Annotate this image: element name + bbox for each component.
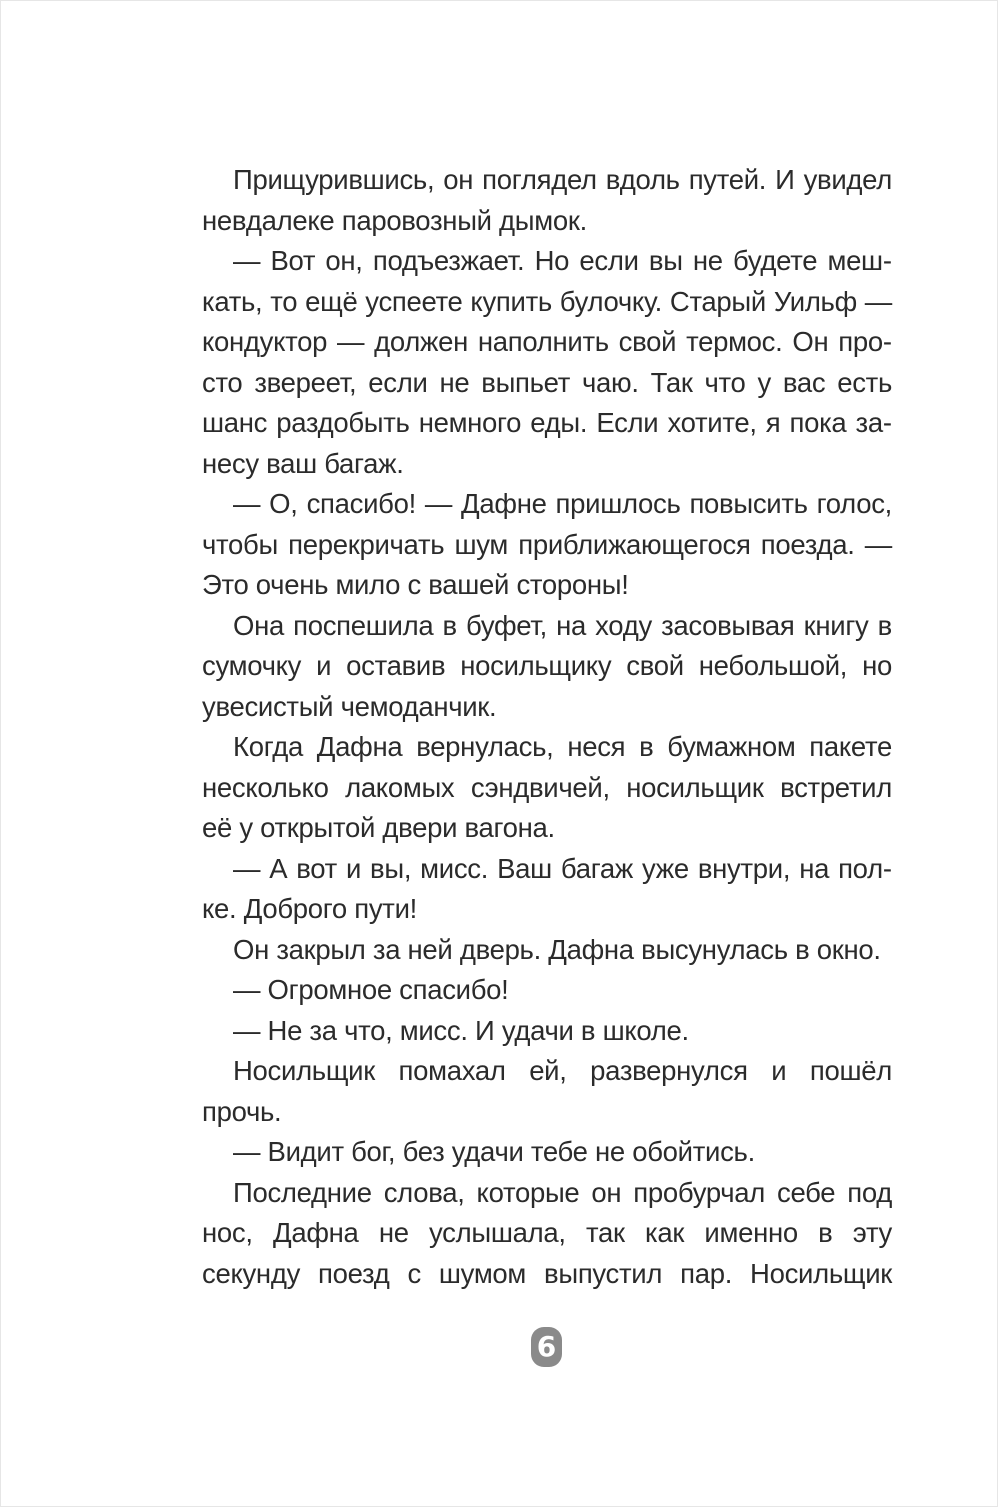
paragraph: Когда Дафна вернулась, неся в бумажном пакете несколько лакомых сэндвичей, носильщик встретил её у открытой двери вагона. bbox=[202, 731, 892, 843]
paragraph: Прищурившись, он поглядел вдоль путей. И увидел невдалеке паровозный дымок. bbox=[202, 164, 892, 236]
paragraph: Он закрыл за ней дверь. Дафна высунулась в окно. bbox=[233, 933, 881, 965]
paragraph: — Огромное спасибо! bbox=[233, 974, 509, 1005]
paragraph: — О, спасибо! — Дафне пришлось повысить голос, чтобы перекричать шум приближающегося поезда. — Это очень мило с вашей стороны! bbox=[202, 488, 892, 600]
book-text bbox=[202, 160, 892, 1294]
paragraph: — Вот он, подъезжает. Но если вы не будете мешкать, то ещё успеете купить булочку. Старый Уильф — кондуктор — должен наполнить свой термос. Он просто звереет, если не выпьет чаю. Так что у вас есть шанс раздобыть немного еды. Если хотите, я пока занесу ваш багаж. bbox=[202, 245, 892, 479]
paragraph: — Не за что, мисс. И удачи в школе. bbox=[233, 1014, 689, 1046]
paragraph: Она поспешила в буфет, на ходу засовывая книгу в сумочку и оставив носильщику свой небольшой, но увесистый чемоданчик. bbox=[202, 609, 892, 722]
paragraph: — Видит бог, без удачи тебе не обойтись. bbox=[233, 1136, 755, 1167]
paragraph: — А вот и вы, мисс. Ваш багаж уже внутри, на полке. Доброго пути! bbox=[202, 852, 892, 924]
paragraph: Последние слова, которые он пробурчал себе под нос, Дафна не услышала, так как именно в эту секунду поезд с шумом выпустил пар. Носильщик bbox=[202, 1176, 892, 1289]
paragraph: Носильщик помахал ей, развернулся и пошёл прочь. bbox=[202, 1055, 892, 1127]
page-number: 6 bbox=[531, 1327, 562, 1367]
